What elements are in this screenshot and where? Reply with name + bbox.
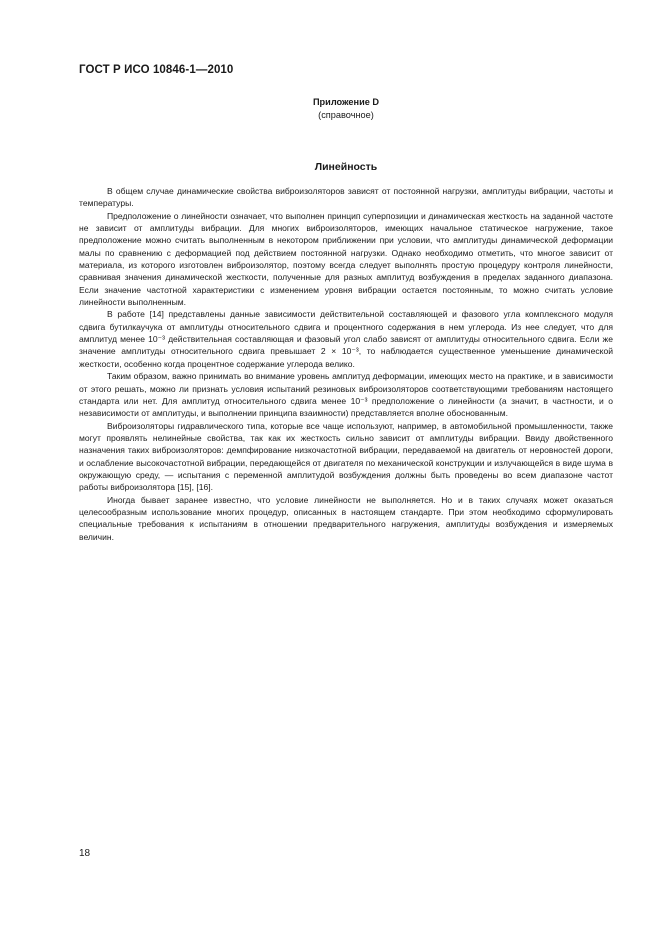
- standard-header: ГОСТ Р ИСО 10846-1—2010: [79, 64, 234, 76]
- body-text: [79, 185, 613, 543]
- section-title: Линейность: [314, 161, 378, 173]
- paragraph: В работе [14] представлены данные зависимости действительной составляющей и фазового угла комплексного модуля сдвига бутилкаучука от амплитуды относительного сдвига и процентного содержания в нем углерода. Из нее следует, что для амплитуд менее 10⁻³ действительная составляющая и фазовый угол слабо зависят от амплитуды относительного сдвига. Если же значение амплитуды относительного сдвига превышает 2 × 10⁻³, то наблюдается существенное уменьшение динамической жесткости, особенно когда процентное содержание углерода велико.: [79, 309, 613, 369]
- paragraph: В общем случае динамические свойства виброизоляторов зависят от постоянной нагрузки, амплитуды вибрации, частоты и температуры.: [79, 186, 613, 209]
- appendix-kind: (справочное): [318, 110, 374, 120]
- paragraph: Таким образом, важно принимать во внимание уровень амплитуд деформации, имеющих место на практике, и в зависимости от этого решать, можно ли признать условия испытаний резиновых виброизоляторов соответствующими требованиям настоящего стандарта или нет. Для амплитуд относительного сдвига менее 10⁻³ предположение о линейности (а значит, в частности, и о независимости от амплитуды, и выполнении принципа взаимности) представляется вполне обоснованным.: [79, 371, 613, 419]
- page-number: 18: [79, 848, 91, 859]
- paragraph: Иногда бывает заранее известно, что условие линейности не выполняется. Но и в таких случаях может оказаться целесообразным использование многих процедур, описанных в настоящем стандарте. При этом необходимо сформулировать специальные требования к испытаниям в отношении предварительного нагружения, амплитуды возбуждения и измеряемых величин.: [79, 494, 613, 542]
- paragraph: Предположение о линейности означает, что выполнен принцип суперпозиции и динамическая жесткость на заданной частоте не зависит от амплитуды вибрации. Для многих виброизоляторов, имеющих начальное статическое нагружение, такое предположение можно считать выполненным в некотором приближении при условии, что амплитуды динамической деформации малы по сравнению с деформацией под действием постоянной нагрузки. Однако необходимо отметить, что многое зависит от материала, из которого изготовлен виброизолятор, поэтому всегда следует выполнять простую процедуру контроля линейности, сравнивая значения динамической жесткости, полученные для разных амплитуд возбуждения в пределах заданного диапазона. Если значение частотной характеристики с изменением уровня вибрации остается постоянным, то можно считать условие линейности выполненным.: [79, 210, 613, 308]
- paragraph: Виброизоляторы гидравлического типа, которые все чаще используют, например, в автомобильной промышленности, также могут проявлять нелинейные свойства, так как их жесткость сильно зависит от амплитуды вибрации. Ввиду двойственного назначения таких виброизоляторов: демпфирование низкочастотной вибрации, передаваемой на двигатель от неровностей дороги, и ослабление высокочастотной вибрации, передающейся от двигателя по механической конструкции и излучающейся в виде шума в окружающую среду, — испытания с переменной амплитудой возбуждения должны быть проведены во всем диапазоне частот работы виброизолятора [15], [16].: [79, 420, 613, 493]
- appendix-heading: [300, 96, 392, 122]
- appendix-title: Приложение D: [312, 97, 380, 107]
